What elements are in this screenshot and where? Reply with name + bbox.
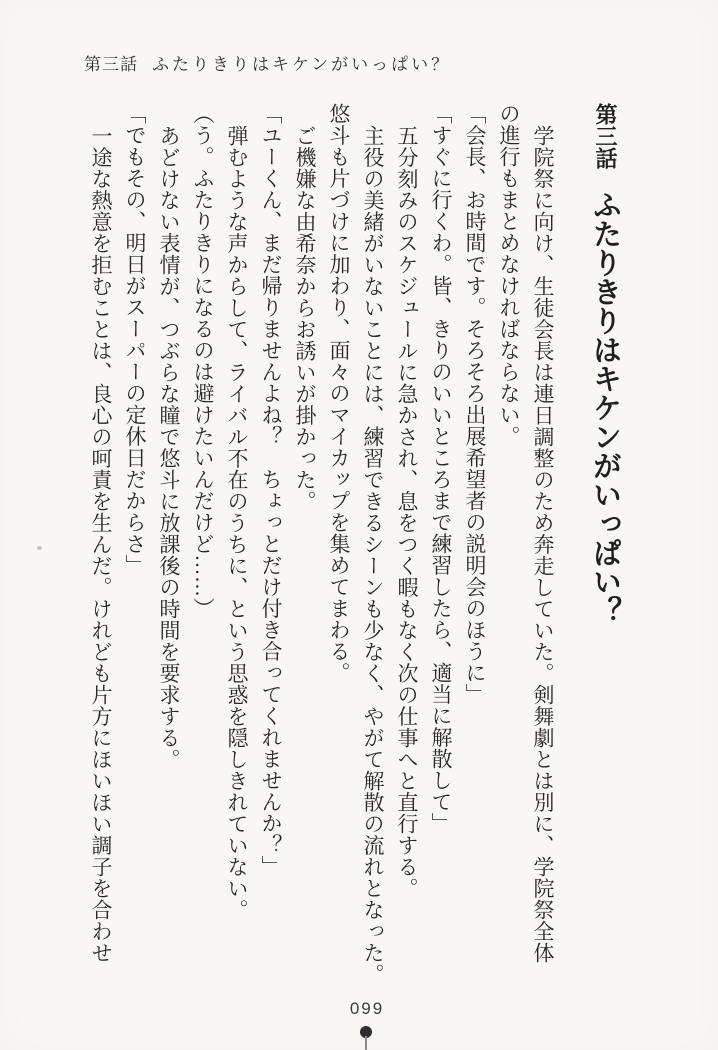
text-column: 「ユーくん、まだ帰りませんよね？ ちょっとだけ付き合ってくれませんか？」 [259,103,283,877]
text-column: 五分刻みのスケジュールに急かされ、息をつく暇もなく次の仕事へと直行する。 [395,125,419,899]
text-column: 「すぐに行くわ。皆、きりのいいところまで練習したら、適当に解散して」 [429,103,453,834]
text-column: （う。ふたりきりになるのは避けたいんだけど……） [191,103,215,619]
running-header-title: ふたりきりはキケンがいっぱい？ [152,55,452,74]
chapter-heading [584,103,626,983]
pin-marker-stem-icon [365,1036,367,1050]
text-block [84,103,626,983]
running-header [84,50,451,75]
text-column: 弾むような声からして、ライバル不在のうちに、という思惑を隠しきれていない。 [225,125,249,921]
text-column: 一途な熱意を拒むことは、良心の呵責を生んだ。けれども片方にほいほい調子を合わせ [89,125,113,964]
running-header-chapter: 第三話 [84,55,138,74]
text-column: 悠斗も片づけに加わり、面々のマイカップを集めてまわる。 [327,103,351,684]
text-column: 学院祭に向け、生徒会長は連日調整のため奔走していた。剣舞劇とは別に、学院祭全体 [531,125,555,964]
text-column: ご機嫌な由希奈からお誘いが掛かった。 [293,125,317,512]
text-column: の進行もまとめなければならない。 [497,103,521,447]
chapter-title: ふたりきりはキケンがいっぱい？ [589,190,621,625]
chapter-number: 第三話 [593,103,618,169]
text-column: 「会長、お時間です。そろそろ出展希望者の説明会のほうに」 [463,103,487,705]
text-column: あどけない表情が、つぶらな瞳で悠斗に放課後の時間を要求する。 [157,125,181,770]
page-number: 099 [349,999,385,1018]
text-column: 「でもその、明日がスーパーの定休日だからさ」 [123,103,147,576]
text-column: 主役の美緒がいないことには、練習できるシーンも少なく、やがて解散の流れとなった。 [361,125,385,985]
scan-speck [37,546,42,550]
